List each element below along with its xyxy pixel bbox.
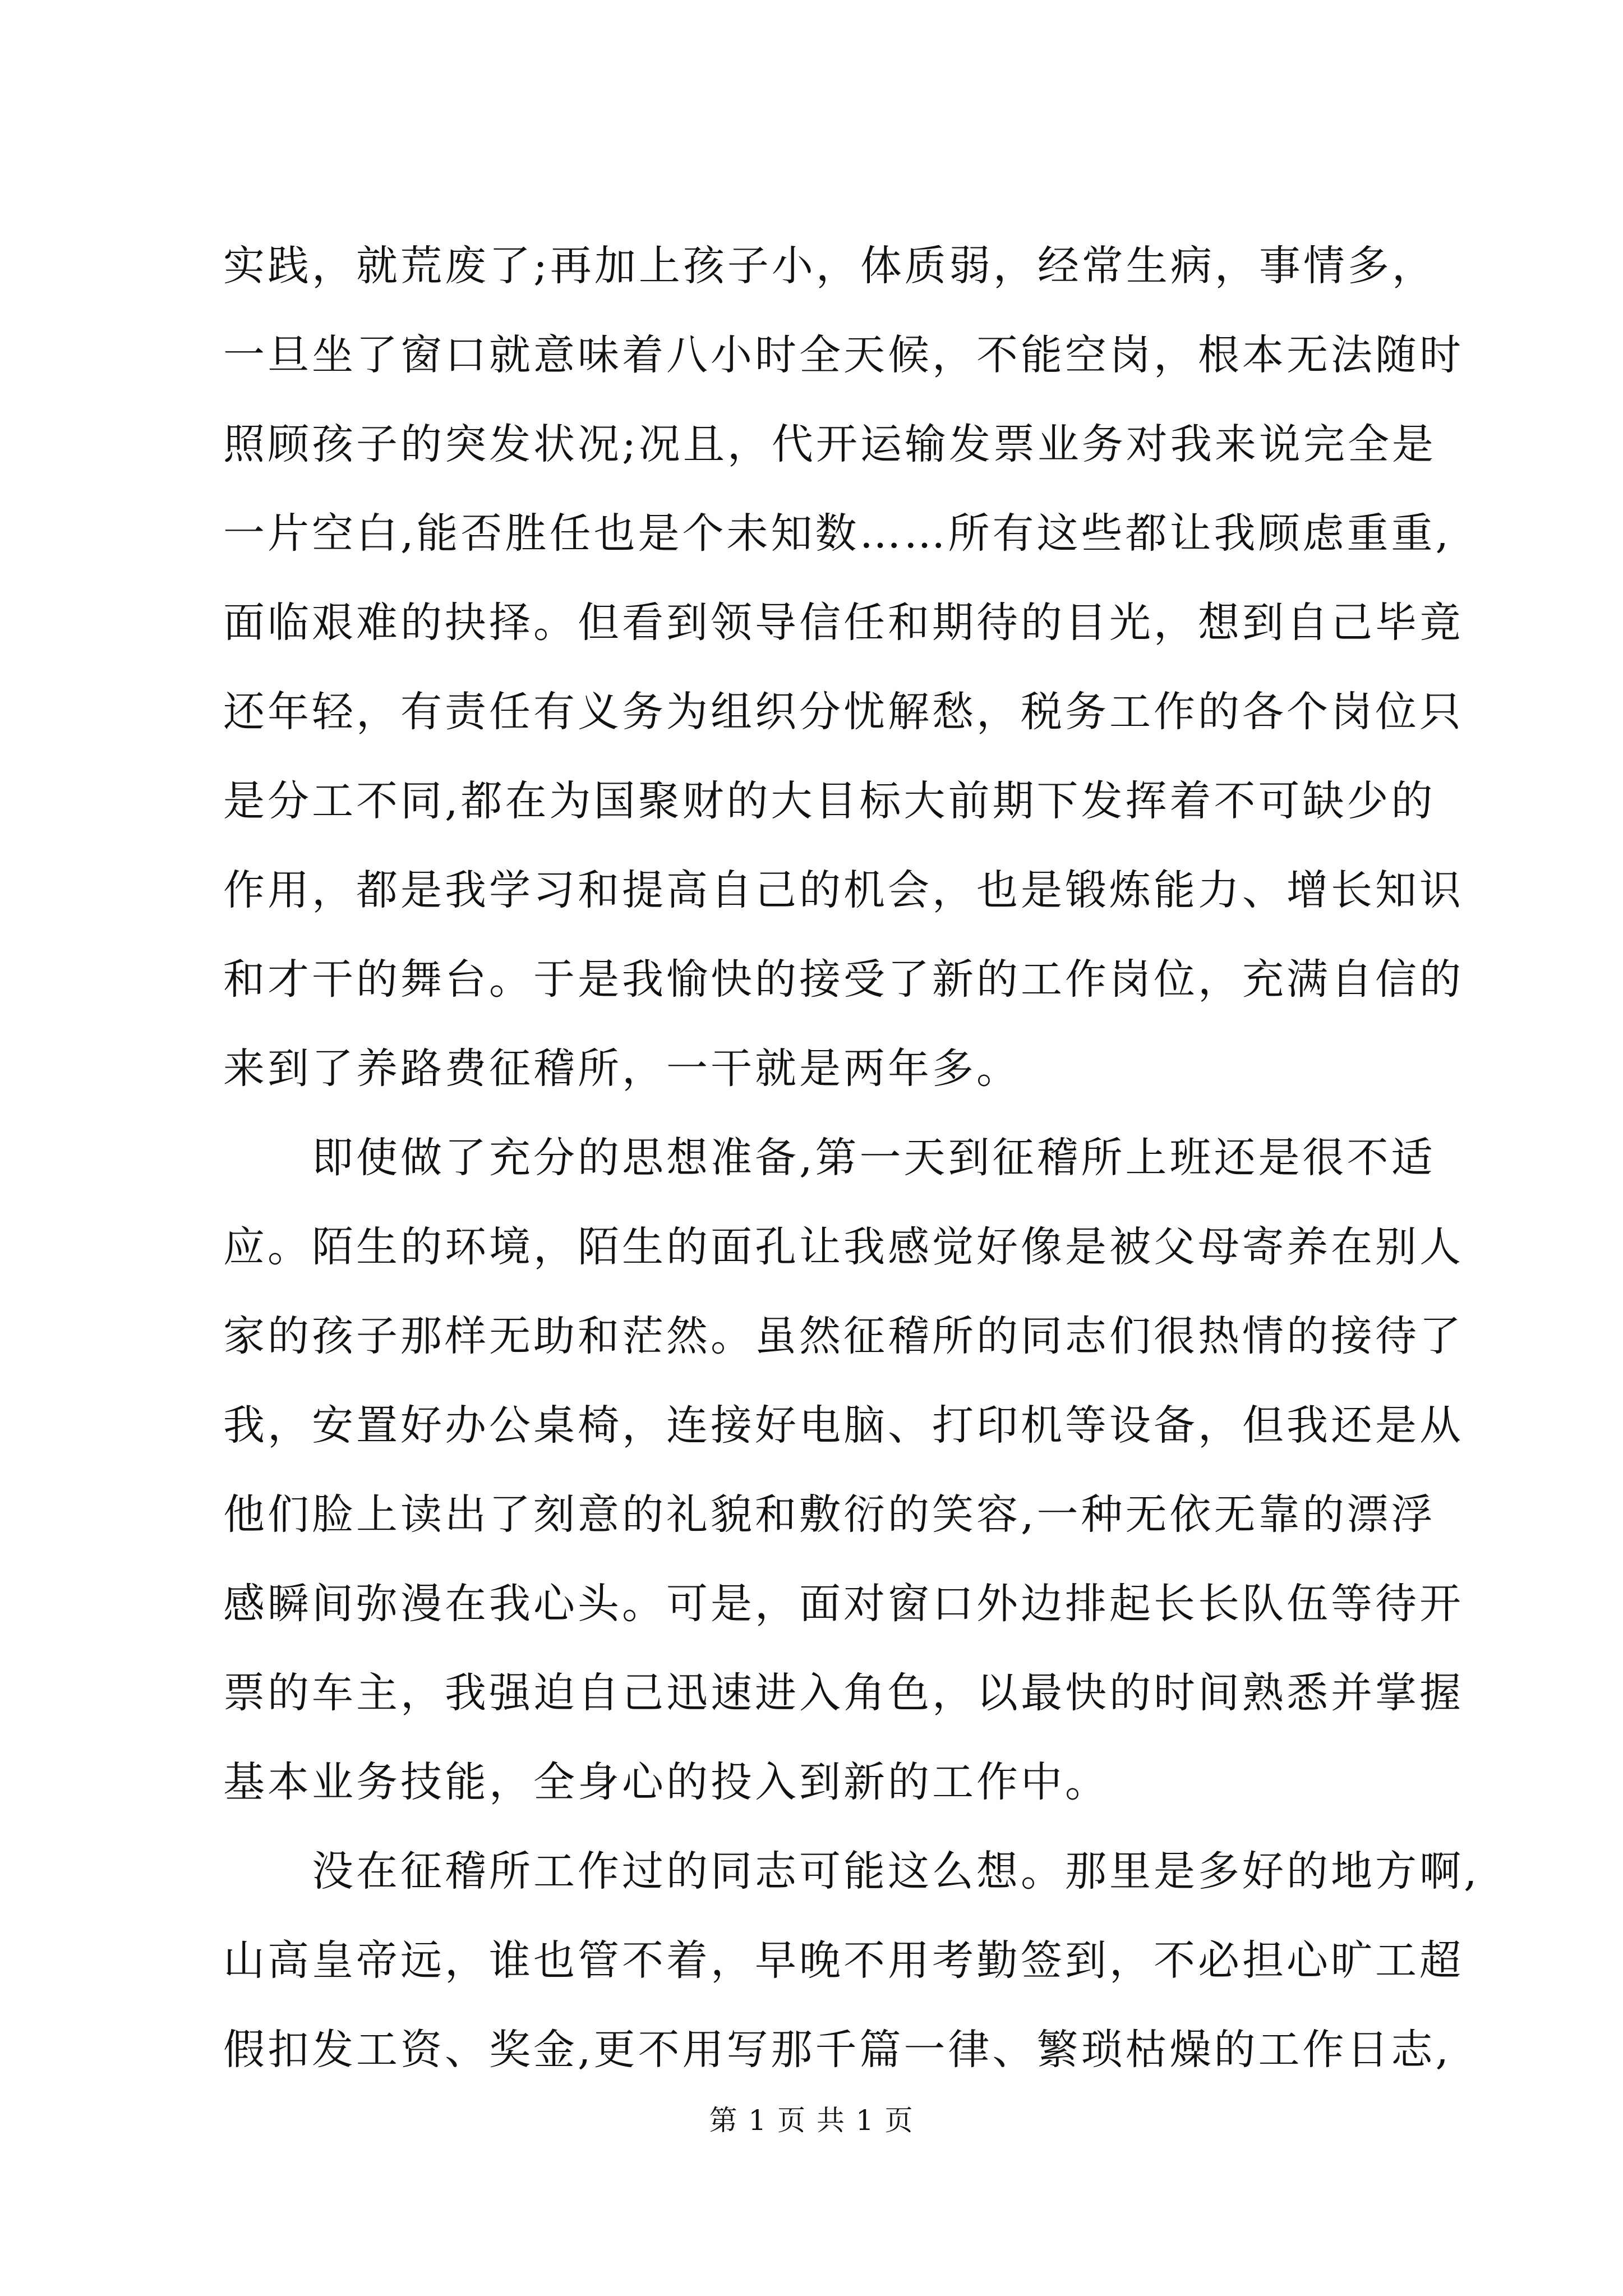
text-line: 实践，就荒废了;再加上孩子小，体质弱，经常生病，事情多， (223, 242, 1436, 290)
text-line: 一旦坐了窗口就意味着八小时全天候，不能空岗，根本无法随时 (223, 331, 1464, 379)
body-text (223, 222, 1480, 2095)
text-line: 没在征稽所工作过的同志可能这么想。那里是多好的地方啊, (223, 1847, 1480, 1895)
text-line: 基本业务技能，全身心的投入到新的工作中。 (223, 1758, 1109, 1806)
text-line: 面临艰难的抉择。但看到领导信任和期待的目光，想到自己毕竟 (223, 599, 1464, 647)
text-line: 是分工不同,都在为国聚财的大目标大前期下发挥着不可缺少的 (223, 777, 1436, 825)
text-line: 一片空白,能否胜任也是个未知数……所有这些都让我顾虑重重, (223, 509, 1452, 558)
text-line: 和才干的舞台。于是我愉快的接受了新的工作岗位，充满自信的 (223, 955, 1464, 1004)
text-line: 作用，都是我学习和提高自己的机会，也是锻炼能力、增长知识 (223, 866, 1464, 914)
page-number-footer: 第 1 页 共 1 页 (709, 2104, 914, 2137)
text-line: 他们脸上读出了刻意的礼貌和敷衍的笑容,一种无依无靠的漂浮 (223, 1490, 1436, 1539)
text-line: 照顾孩子的突发状况;况且，代开运输发票业务对我来说完全是 (223, 420, 1436, 468)
text-line: 还年轻，有责任有义务为组织分忧解愁，税务工作的各个岗位只 (223, 688, 1464, 736)
text-line: 我，安置好办公桌椅，连接好电脑、打印机等设备，但我还是从 (223, 1401, 1464, 1450)
text-line: 感瞬间弥漫在我心头。可是，面对窗口外边排起长长队伍等待开 (223, 1580, 1464, 1628)
text-line: 假扣发工资、奖金,更不用写那千篇一律、繁琐枯燥的工作日志, (223, 2026, 1452, 2074)
text-line: 票的车主，我强迫自己迅速进入角色，以最快的时间熟悉并掌握 (223, 1669, 1464, 1717)
text-line: 家的孩子那样无助和茫然。虽然征稽所的同志们很热情的接待了 (223, 1312, 1464, 1360)
text-line: 即使做了充分的思想准备,第一天到征稽所上班还是很不适 (223, 1134, 1436, 1182)
text-line: 山高皇帝远，谁也管不着，早晚不用考勤签到，不必担心旷工超 (223, 1936, 1464, 1985)
text-line: 来到了养路费征稽所，一干就是两年多。 (223, 1045, 1021, 1093)
text-line: 应。陌生的环境，陌生的面孔让我感觉好像是被父母寄养在别人 (223, 1223, 1464, 1271)
